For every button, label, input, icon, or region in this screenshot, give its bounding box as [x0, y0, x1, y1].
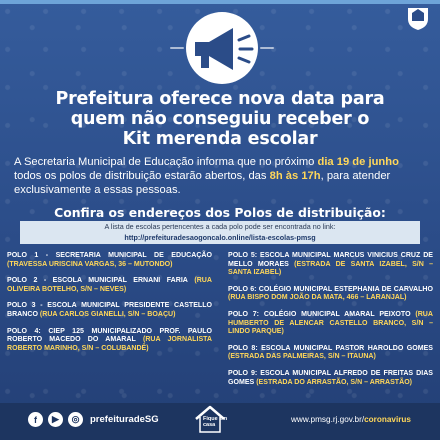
polo-item [7, 252, 212, 269]
intro-hours: 8h às 17h [269, 170, 321, 182]
megaphone-icon [163, 8, 281, 88]
intro-text-2: todos os polos de distribuição estarão abertos, das [14, 170, 270, 182]
social-links [28, 412, 159, 427]
social-handle: prefeituradeSG [90, 414, 159, 425]
polo-address: (RUA HUMBERTO DE ALENCAR CASTELLO BRANCO, S/N – LINDO PARQUE) [228, 310, 433, 336]
polo-item [228, 311, 433, 337]
website-link[interactable] [291, 415, 411, 424]
intro-text-3: , para atender exclusivamente a essas pessoas. [14, 170, 391, 196]
polo-name: POLO 1 - SECRETARIA MUNICIPAL DE EDUCAÇÃO [7, 252, 212, 259]
polos-column-right [228, 252, 433, 402]
polo-name: POLO 6: COLÉGIO MUNICIPAL ESTEPHANIA DE CARVALHO [228, 285, 433, 293]
polo-address: (RUA OLIVEIRA BOTELHO, S/N – NEVES) [7, 277, 212, 293]
headline [10, 89, 430, 149]
polo-name: POLO 2 - ESCOLA MUNICIPAL ERNANI FARIA [7, 277, 188, 285]
city-crest-icon [405, 5, 431, 31]
polo-item [7, 302, 212, 319]
website-accent: coronavirus [364, 415, 411, 424]
top-accent-bar [0, 0, 440, 4]
polo-name: POLO 8: ESCOLA MUNICIPAL PASTOR HAROLDO GOMES [228, 344, 433, 352]
instagram-icon[interactable]: ◎ [68, 412, 83, 427]
intro-text-1: A Secretaria Municipal de Educação informa que no próximo [14, 156, 318, 168]
website-prefix: www.pmsg.rj.gov.br/ [291, 415, 365, 424]
polo-name: POLO 7: COLÉGIO MUNICIPAL AMARAL PEIXOTO [228, 310, 411, 318]
polo-item [228, 252, 433, 278]
polo-item [228, 370, 433, 387]
polo-name: POLO 5: ESCOLA MUNICIPAL MARCUS VINICIUS CRUZ DE MELLO MORAES [228, 252, 433, 268]
polos-list [7, 252, 433, 402]
intro-date: dia 19 de junho [317, 156, 399, 168]
polo-address: (ESTRADA DAS PALMEIRAS, S/N – ITAUNA) [228, 353, 376, 361]
intro-paragraph [14, 155, 428, 197]
polo-item [7, 277, 212, 294]
note-text: A lista de escolas pertencentes a cada polo pode ser encontrada no link: [104, 222, 336, 231]
schools-list-note [20, 221, 420, 244]
polo-item [228, 286, 433, 303]
polo-name: POLO 4: CIEP 125 MUNICIPALIZADO PROF. PAULO ROBERTO MACEDO DO AMARAL [7, 327, 212, 344]
headline-line-2: quem não conseguiu receber o [70, 109, 370, 129]
polo-name: POLO 3 - ESCOLA MUNICIPAL PRESIDENTE CASTELLO BRANCO [7, 302, 212, 318]
polo-item [7, 328, 212, 354]
polo-item [228, 345, 433, 362]
polo-address: (RUA BISPO DOM JOÃO DA MATA, 466 – LARANJAL) [228, 294, 407, 302]
polo-address: (RUA CARLOS GIANELLI, S/N – BOAÇU) [39, 310, 176, 318]
headline-line-1: Prefeitura oferece nova data para [55, 89, 385, 109]
polos-subheading: Confira os endereços dos Polos de distribuição: [54, 205, 386, 220]
polo-address: (ESTRADA DE SANTA IZABEL, S/N – SANTA IZABEL) [228, 260, 433, 277]
polo-address: (RUA JORNALISTA ROBERTO MARINHO, S/N – COLUBANDÊ) [7, 336, 213, 352]
youtube-icon[interactable]: ▶ [48, 412, 63, 427]
headline-line-3: Kit merenda escolar [122, 129, 318, 149]
polo-address: (ESTRADA DO ARRASTÃO, S/N – ARRASTÃO) [256, 378, 413, 386]
polos-column-left [7, 252, 212, 402]
polo-address: (TRAVESSA URISCINA VARGAS, 36 – MUTONDO) [7, 260, 173, 268]
schools-list-link[interactable]: http://prefeituradesaogoncalo.online/lista-escolas-pmsg [124, 233, 316, 242]
facebook-icon[interactable]: f [28, 412, 43, 427]
polo-name: POLO 9: ESCOLA MUNICIPAL ALFREDO DE FREITAS DIAS GOMES [228, 369, 433, 386]
house-logo-text: Fique em casa [203, 416, 228, 428]
